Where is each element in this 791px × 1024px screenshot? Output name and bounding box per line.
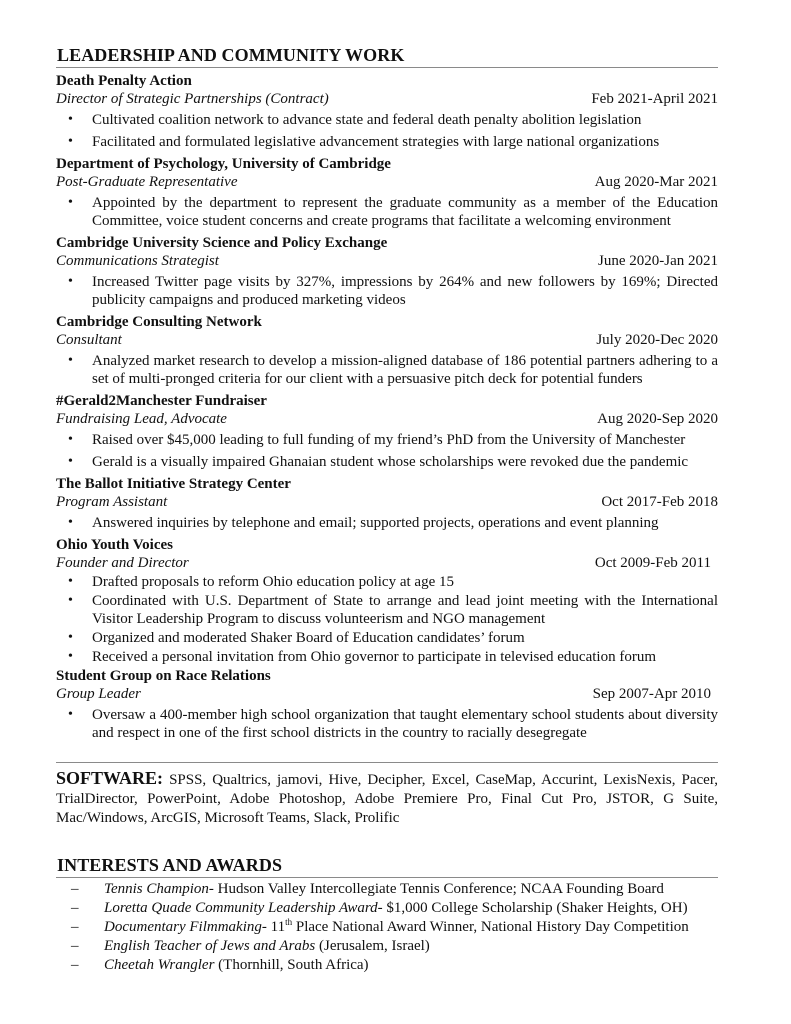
bullet-text: Appointed by the department to represent the graduate community as a member of the Education Committee, voice student concerns and create programs that facilitate a welcoming environment: [92, 195, 718, 229]
interest-item: [56, 956, 718, 975]
date-range: June 2020-Jan 2021: [598, 253, 718, 269]
bullet-item: [56, 352, 718, 388]
date-range: Oct 2009-Feb 2011: [594, 555, 711, 571]
bullet-icon: •: [68, 112, 73, 127]
bullet-text: Cultivated coalition network to advance state and federal death penalty abolition legislation: [92, 112, 642, 128]
bullet-text: Organized and moderated Shaker Board of Education candidates’ forum: [92, 630, 525, 646]
date-range: July 2020-Dec 2020: [596, 332, 718, 348]
bullet-text: Gerald is a visually impaired Ghanaian student whose scholarships were revoked due the pandemic: [92, 454, 689, 470]
organization-name: Cambridge University Science and Policy Exchange: [56, 235, 388, 251]
bullet-item: [56, 431, 718, 449]
section-divider: [56, 67, 718, 68]
bullet-text: Facilitated and formulated legislative advancement strategies with large national organizations: [92, 134, 660, 150]
bullet-item: [56, 194, 718, 230]
interest-detail: th: [285, 917, 293, 927]
bullet-item: [56, 133, 718, 151]
experience-entry: [56, 313, 718, 388]
interest-detail: - $1,000 College Scholarship (Shaker Heights, OH): [377, 900, 688, 916]
role-row: [56, 331, 718, 350]
interest-detail: (Jerusalem, Israel): [315, 938, 430, 954]
interest-detail: (Thornhill, South Africa): [214, 957, 369, 973]
bullet-item: [56, 273, 718, 309]
role-title: Director of Strategic Partnerships (Contract): [56, 91, 329, 107]
bullet-icon: •: [68, 134, 73, 149]
bullet-list: [56, 352, 718, 388]
bullet-text: Analyzed market research to develop a mission-aligned database of 186 potential partners adhering to a set of multi-pronged criteria for our client with a persuasive pitch deck for potential funders: [92, 353, 718, 387]
bullet-icon: •: [68, 274, 73, 289]
bullet-item: [56, 573, 718, 591]
experience-entry: [56, 72, 718, 151]
bullet-icon: •: [68, 574, 73, 589]
resume-page: [56, 44, 718, 975]
bullet-list: [56, 111, 718, 151]
role-title: Consultant: [56, 332, 122, 348]
interest-detail: - 11: [261, 919, 286, 935]
bullet-item: [56, 111, 718, 129]
bullet-list: [56, 514, 718, 532]
bullet-list: [56, 573, 718, 666]
bullet-text: Raised over $45,000 leading to full funding of my friend’s PhD from the University of Manchester: [92, 432, 686, 448]
bullet-text: Drafted proposals to reform Ohio education policy at age 15: [92, 574, 454, 590]
interest-title: Cheetah Wrangler: [104, 957, 215, 973]
organization-name: Cambridge Consulting Network: [56, 314, 262, 330]
role-row: [56, 410, 718, 429]
leadership-section-title: LEADERSHIP AND COMMUNITY WORK: [57, 45, 405, 65]
bullet-icon: •: [68, 593, 73, 608]
bullet-list: [56, 706, 718, 742]
role-title: Post-Graduate Representative: [56, 174, 238, 190]
interests-section-title: INTERESTS AND AWARDS: [57, 855, 283, 875]
date-range: Feb 2021-April 2021: [591, 91, 718, 107]
interest-item: [56, 899, 718, 918]
role-title: Communications Strategist: [56, 253, 219, 269]
dash-icon: –: [71, 957, 79, 973]
bullet-item: [56, 592, 718, 628]
organization-name: Ohio Youth Voices: [56, 537, 173, 553]
interest-title: Tennis Champion: [104, 881, 209, 897]
date-range: Oct 2017-Feb 2018: [601, 494, 718, 510]
bullet-icon: •: [68, 353, 73, 368]
bullet-text: Received a personal invitation from Ohio governor to participate in televised education forum: [92, 649, 656, 665]
date-range: Aug 2020-Sep 2020: [597, 411, 718, 427]
bullet-item: [56, 514, 718, 532]
experience-entry: [56, 536, 718, 666]
role-row: [56, 252, 718, 271]
bullet-text: Coordinated with U.S. Department of State to arrange and lead joint meeting with the International Visitor Leadership Program to discuss volunteerism and NGO management: [92, 593, 718, 627]
section-divider: [56, 762, 718, 763]
dash-icon: –: [71, 900, 79, 916]
bullet-item: [56, 648, 718, 666]
software-list: SPSS, Qualtrics, jamovi, Hive, Decipher, Excel, CaseMap, Accurint, LexisNexis, Pacer, TrialDirector, PowerPoint, Adobe Photoshop, Adobe Premiere Pro, Final Cut Pro, JSTOR, G Suite, Mac/Windows, ArcGIS, Microsoft Teams, Slack, Prolific: [56, 772, 718, 826]
bullet-item: [56, 706, 718, 742]
leadership-entries: [56, 72, 718, 742]
organization-name: The Ballot Initiative Strategy Center: [56, 476, 291, 492]
bullet-icon: •: [68, 707, 73, 722]
date-range: Aug 2020-Mar 2021: [594, 174, 718, 190]
organization-name: Department of Psychology, University of Cambridge: [56, 156, 391, 172]
role-row: [56, 493, 718, 512]
role-row: [56, 173, 718, 192]
dash-icon: –: [71, 919, 79, 935]
software-label: SOFTWARE:: [56, 768, 164, 788]
organization-name: #Gerald2Manchester Fundraiser: [56, 393, 267, 409]
bullet-text: Answered inquiries by telephone and email; supported projects, operations and event planning: [92, 515, 659, 531]
interest-title: Loretta Quade Community Leadership Award: [104, 900, 378, 916]
bullet-item: [56, 629, 718, 647]
organization-name: Death Penalty Action: [56, 73, 192, 89]
role-row: [56, 90, 718, 109]
organization-name: Student Group on Race Relations: [56, 668, 271, 684]
interest-detail: Place National Award Winner, National History Day Competition: [292, 919, 689, 935]
software-section: [56, 769, 718, 828]
interest-detail: - Hudson Valley Intercollegiate Tennis Conference; NCAA Founding Board: [208, 881, 664, 897]
bullet-list: [56, 431, 718, 471]
experience-entry: [56, 475, 718, 532]
bullet-icon: •: [68, 515, 73, 530]
bullet-list: [56, 194, 718, 230]
interests-list: [56, 880, 718, 975]
interest-item: [56, 918, 718, 937]
interest-item: [56, 880, 718, 899]
bullet-icon: •: [68, 454, 73, 469]
bullet-text: Increased Twitter page visits by 327%, impressions by 264% and new followers by 169%; Directed publicity campaigns and produced marketing videos: [92, 274, 718, 308]
experience-entry: [56, 155, 718, 230]
bullet-item: [56, 453, 718, 471]
interest-item: [56, 937, 718, 956]
dash-icon: –: [71, 938, 79, 954]
role-title: Fundraising Lead, Advocate: [56, 411, 227, 427]
bullet-icon: •: [68, 649, 73, 664]
experience-entry: [56, 667, 718, 742]
role-row: [56, 685, 718, 704]
role-title: Program Assistant: [56, 494, 168, 510]
dash-icon: –: [71, 881, 79, 897]
section-divider: [56, 877, 718, 878]
bullet-icon: •: [68, 432, 73, 447]
bullet-icon: •: [68, 195, 73, 210]
interest-title: Documentary Filmmaking: [104, 919, 262, 935]
experience-entry: [56, 392, 718, 471]
experience-entry: [56, 234, 718, 309]
role-row: [56, 554, 718, 573]
date-range: Sep 2007-Apr 2010: [592, 686, 711, 702]
bullet-icon: •: [68, 630, 73, 645]
bullet-text: Oversaw a 400-member high school organization that taught elementary school students about diversity and respect in one of the first school districts in the country to racially desegregate: [92, 707, 718, 741]
role-title: Group Leader: [56, 686, 141, 702]
bullet-list: [56, 273, 718, 309]
role-title: Founder and Director: [56, 555, 189, 571]
interest-title: English Teacher of Jews and Arabs: [104, 938, 316, 954]
